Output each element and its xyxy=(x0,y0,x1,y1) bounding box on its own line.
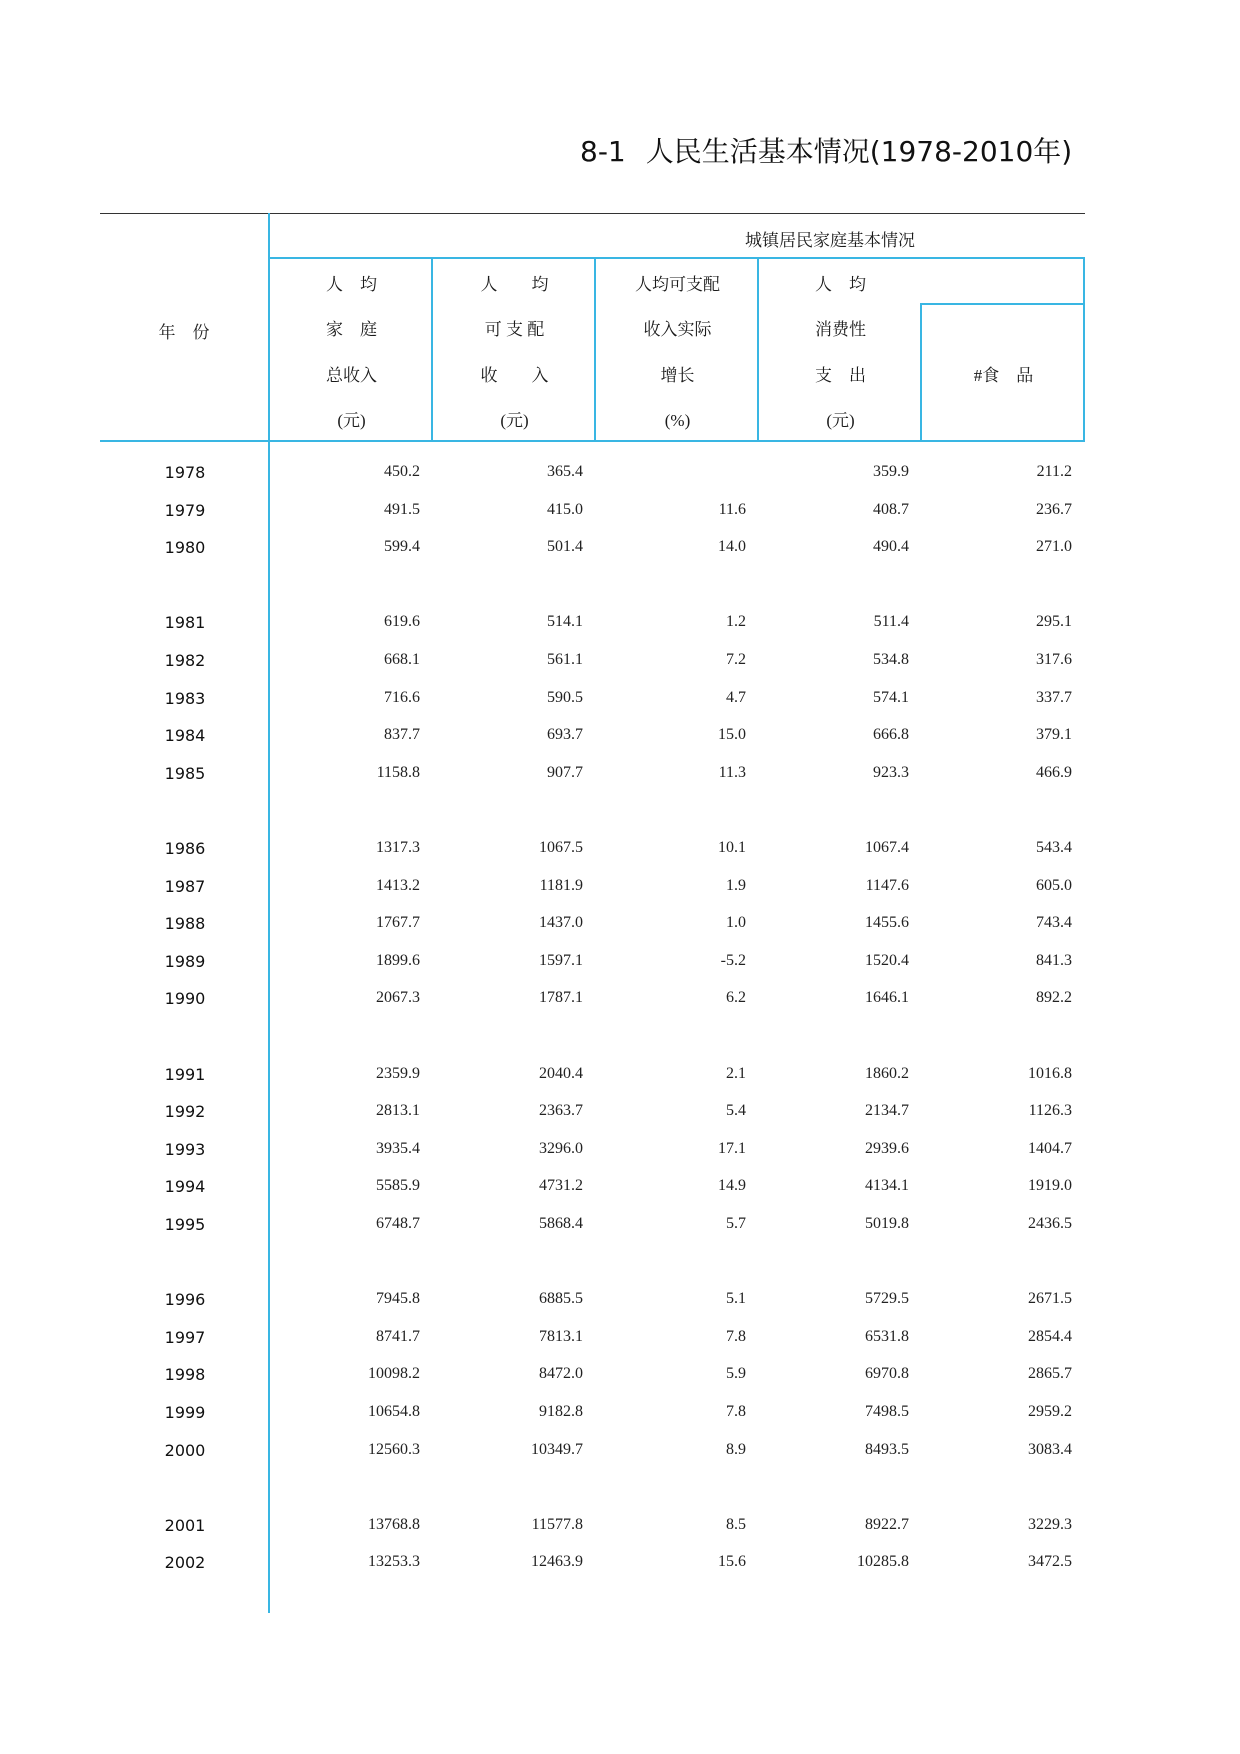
year-cell: 1986 xyxy=(164,839,206,858)
table-row xyxy=(100,1177,1085,1207)
year-cell: 1984 xyxy=(164,726,206,746)
value-cell: 4.7 xyxy=(726,688,746,706)
year-cell: 1992 xyxy=(164,1102,206,1122)
value-cell: -5.2 xyxy=(720,951,746,969)
year-cell: 1998 xyxy=(164,1365,206,1385)
table-row xyxy=(100,764,1085,794)
year-cell: 1980 xyxy=(164,538,206,558)
value-cell: 1404.7 xyxy=(1028,1139,1072,1157)
value-cell: 561.1 xyxy=(547,651,583,668)
value-cell: 590.5 xyxy=(547,688,583,706)
value-cell: 17.1 xyxy=(718,1139,746,1157)
value-cell: 1.2 xyxy=(726,613,746,631)
year-cell: 1996 xyxy=(164,1290,206,1310)
page-title xyxy=(580,130,1085,174)
value-cell: 5.1 xyxy=(726,1290,746,1308)
table-row xyxy=(100,952,1085,982)
table-row xyxy=(100,1290,1085,1320)
header-col-3-line-2: 收入实际 xyxy=(643,320,712,339)
value-cell: 8.5 xyxy=(726,1515,746,1533)
value-cell: 599.4 xyxy=(384,538,420,556)
value-cell: 7813.1 xyxy=(539,1327,583,1345)
year-cell: 1997 xyxy=(164,1327,206,1347)
value-cell: 379.1 xyxy=(1036,726,1072,744)
value-cell: 14.0 xyxy=(718,538,746,556)
value-cell: 1181.9 xyxy=(539,876,583,894)
value-cell: 2363.7 xyxy=(539,1102,583,1120)
year-cell: 1978 xyxy=(164,463,206,482)
table-row xyxy=(100,1215,1085,1245)
value-cell: 10098.2 xyxy=(368,1365,420,1383)
value-cell: 5.7 xyxy=(726,1215,746,1232)
year-cell: 1995 xyxy=(164,1215,206,1234)
value-cell: 491.5 xyxy=(384,500,420,518)
year-cell: 2000 xyxy=(164,1440,206,1460)
header-col-4-line-3: 支 出 xyxy=(815,366,866,385)
value-cell: 5729.5 xyxy=(865,1290,909,1308)
subgroup-header-rule xyxy=(920,303,1085,305)
value-cell: 3083.4 xyxy=(1028,1440,1072,1458)
header-col-3-unit: (%) xyxy=(664,411,691,430)
value-cell: 317.6 xyxy=(1036,651,1072,668)
year-cell: 1990 xyxy=(164,989,206,1009)
value-cell: 12560.3 xyxy=(368,1440,420,1458)
year-cell: 2001 xyxy=(164,1515,206,1535)
value-cell: 6.2 xyxy=(726,989,746,1007)
table-row xyxy=(100,1065,1085,1095)
value-cell: 1455.6 xyxy=(865,914,909,932)
table-row xyxy=(100,1102,1085,1132)
year-cell: 1985 xyxy=(164,763,206,783)
value-cell: 1646.1 xyxy=(865,989,909,1007)
value-cell: 5.4 xyxy=(726,1102,746,1120)
value-cell: 11.3 xyxy=(718,763,746,781)
value-cell: 8472.0 xyxy=(539,1365,583,1383)
header-col-4-line-1: 人 均 xyxy=(815,275,866,294)
year-cell: 1993 xyxy=(164,1139,206,1159)
value-cell: 15.0 xyxy=(718,726,746,744)
table-row xyxy=(100,689,1085,719)
value-cell: 1317.3 xyxy=(376,839,420,856)
value-cell: 7.8 xyxy=(726,1403,746,1420)
value-cell: 2436.5 xyxy=(1028,1215,1072,1232)
value-cell: 1919.0 xyxy=(1028,1177,1072,1195)
value-cell: 2359.9 xyxy=(376,1064,420,1082)
header-col-2-unit: (元) xyxy=(500,411,529,430)
table-row xyxy=(100,501,1085,531)
table-row xyxy=(100,538,1085,568)
statistics-table xyxy=(100,213,1085,1613)
table-row xyxy=(100,1365,1085,1395)
header-col-2-line-3: 收 入 xyxy=(480,366,549,385)
table-row xyxy=(100,1441,1085,1471)
header-col-1-line-2: 家 庭 xyxy=(326,320,377,339)
value-cell: 1520.4 xyxy=(865,951,909,969)
value-cell: 2865.7 xyxy=(1028,1365,1072,1383)
header-col-3-line-3: 增长 xyxy=(660,366,695,385)
value-cell: 574.1 xyxy=(873,688,909,706)
value-cell: 841.3 xyxy=(1036,951,1072,969)
value-cell: 923.3 xyxy=(873,763,909,781)
value-cell: 10285.8 xyxy=(857,1553,909,1571)
value-cell: 2.1 xyxy=(726,1064,746,1082)
value-cell: 10.1 xyxy=(718,839,746,856)
value-cell: 892.2 xyxy=(1036,989,1072,1007)
value-cell: 9182.8 xyxy=(539,1403,583,1420)
value-cell: 2040.4 xyxy=(539,1064,583,1082)
value-cell: 415.0 xyxy=(547,500,583,518)
table-row xyxy=(100,613,1085,643)
table-row xyxy=(100,1328,1085,1358)
value-cell: 4134.1 xyxy=(865,1177,909,1195)
header-col-food: #食 品 xyxy=(973,366,1034,385)
value-cell: 3296.0 xyxy=(539,1139,583,1157)
value-cell: 7.8 xyxy=(726,1327,746,1345)
value-cell: 2671.5 xyxy=(1028,1290,1072,1308)
table-row xyxy=(100,1403,1085,1433)
value-cell: 490.4 xyxy=(873,538,909,556)
value-cell: 1860.2 xyxy=(865,1064,909,1082)
value-cell: 6970.8 xyxy=(865,1365,909,1383)
value-cell: 3935.4 xyxy=(376,1139,420,1157)
value-cell: 2959.2 xyxy=(1028,1403,1072,1420)
value-cell: 5019.8 xyxy=(865,1215,909,1232)
value-cell: 543.4 xyxy=(1036,839,1072,856)
value-cell: 295.1 xyxy=(1036,613,1072,631)
value-cell: 5.9 xyxy=(726,1365,746,1383)
value-cell: 6748.7 xyxy=(376,1215,420,1232)
header-col-2-line-2: 可 支 配 xyxy=(484,320,545,339)
value-cell: 1067.4 xyxy=(865,839,909,856)
year-cell: 1981 xyxy=(164,613,206,633)
table-row xyxy=(100,463,1085,493)
header-col-2-line-1: 人 均 xyxy=(480,275,549,294)
value-cell: 3472.5 xyxy=(1028,1553,1072,1571)
value-cell: 13768.8 xyxy=(368,1515,420,1533)
value-cell: 6885.5 xyxy=(539,1290,583,1308)
top-rule xyxy=(100,213,1085,214)
year-cell: 1979 xyxy=(164,500,206,520)
value-cell: 605.0 xyxy=(1036,876,1072,894)
value-cell: 514.1 xyxy=(547,613,583,631)
value-cell: 2134.7 xyxy=(865,1102,909,1120)
value-cell: 271.0 xyxy=(1036,538,1072,556)
year-cell: 1994 xyxy=(164,1177,206,1197)
year-cell: 1999 xyxy=(164,1403,206,1422)
value-cell: 2854.4 xyxy=(1028,1327,1072,1345)
value-cell: 1126.3 xyxy=(1028,1102,1072,1120)
value-cell: 1.9 xyxy=(726,876,746,894)
value-cell: 10349.7 xyxy=(531,1440,583,1458)
value-cell: 10654.8 xyxy=(368,1403,420,1420)
header-col-1-line-1: 人 均 xyxy=(326,275,377,294)
value-cell: 1067.5 xyxy=(539,839,583,856)
value-cell: 8493.5 xyxy=(865,1440,909,1458)
value-cell: 1016.8 xyxy=(1028,1064,1072,1082)
value-cell: 11577.8 xyxy=(531,1515,583,1533)
value-cell: 236.7 xyxy=(1036,500,1072,518)
table-title: 人民生活基本情况(1978-2010年) xyxy=(645,135,1073,168)
value-cell: 1147.6 xyxy=(865,876,909,894)
value-cell: 666.8 xyxy=(873,726,909,744)
value-cell: 2813.1 xyxy=(376,1102,420,1120)
value-cell: 1158.8 xyxy=(376,763,420,781)
year-cell: 2002 xyxy=(164,1553,206,1573)
value-cell: 1899.6 xyxy=(376,951,420,969)
value-cell: 2067.3 xyxy=(376,989,420,1007)
value-cell: 837.7 xyxy=(384,726,420,744)
header-col-3-line-1: 人均可支配 xyxy=(635,275,720,294)
header-bottom-rule xyxy=(100,440,1085,442)
year-cell: 1989 xyxy=(164,951,206,971)
table-row xyxy=(100,914,1085,944)
value-cell: 359.9 xyxy=(873,463,909,480)
value-cell: 1437.0 xyxy=(539,914,583,932)
table-number: 8-1 xyxy=(580,135,626,168)
value-cell: 716.6 xyxy=(384,688,420,706)
table-row xyxy=(100,726,1085,756)
value-cell: 13253.3 xyxy=(368,1553,420,1571)
value-cell: 8.9 xyxy=(726,1440,746,1458)
value-cell: 11.6 xyxy=(718,500,746,518)
value-cell: 1767.7 xyxy=(376,914,420,932)
value-cell: 1597.1 xyxy=(539,951,583,969)
table-row xyxy=(100,1140,1085,1170)
value-cell: 501.4 xyxy=(547,538,583,556)
header-col-1-unit: (元) xyxy=(337,411,366,430)
table-row xyxy=(100,989,1085,1019)
value-cell: 450.2 xyxy=(384,463,420,480)
value-cell: 12463.9 xyxy=(531,1553,583,1571)
year-cell: 1987 xyxy=(164,876,206,896)
year-cell: 1983 xyxy=(164,688,206,708)
value-cell: 1.0 xyxy=(726,914,746,932)
header-col-4-line-2: 消费性 xyxy=(815,320,866,339)
table-row xyxy=(100,877,1085,907)
group-header-rule xyxy=(268,257,1085,259)
year-header: 年 份 xyxy=(158,323,210,342)
value-cell: 8741.7 xyxy=(376,1327,420,1345)
value-cell: 4731.2 xyxy=(539,1177,583,1195)
value-cell: 511.4 xyxy=(873,613,909,631)
table-row xyxy=(100,651,1085,681)
value-cell: 619.6 xyxy=(384,613,420,631)
year-cell: 1982 xyxy=(164,651,206,670)
group-header-label: 城镇居民家庭基本情况 xyxy=(745,231,915,250)
value-cell: 5868.4 xyxy=(539,1215,583,1232)
value-cell: 693.7 xyxy=(547,726,583,744)
value-cell: 8922.7 xyxy=(865,1515,909,1533)
header-col-1-line-3: 总收入 xyxy=(326,366,377,385)
value-cell: 7498.5 xyxy=(865,1403,909,1420)
value-cell: 534.8 xyxy=(873,651,909,668)
value-cell: 337.7 xyxy=(1036,688,1072,706)
value-cell: 365.4 xyxy=(547,463,583,480)
value-cell: 743.4 xyxy=(1036,914,1072,932)
value-cell: 668.1 xyxy=(384,651,420,668)
value-cell: 7.2 xyxy=(726,651,746,668)
table-row xyxy=(100,1516,1085,1546)
value-cell: 2939.6 xyxy=(865,1139,909,1157)
value-cell: 14.9 xyxy=(718,1177,746,1195)
value-cell: 3229.3 xyxy=(1028,1515,1072,1533)
header-right-edge xyxy=(1083,258,1085,441)
value-cell: 1787.1 xyxy=(539,989,583,1007)
value-cell: 1413.2 xyxy=(376,876,420,894)
value-cell: 15.6 xyxy=(718,1553,746,1571)
year-cell: 1991 xyxy=(164,1064,206,1084)
header-col-4-unit: (元) xyxy=(826,411,855,430)
value-cell: 466.9 xyxy=(1036,763,1072,781)
value-cell: 7945.8 xyxy=(376,1290,420,1308)
value-cell: 211.2 xyxy=(1036,463,1072,480)
year-cell: 1988 xyxy=(164,914,206,934)
value-cell: 5585.9 xyxy=(376,1177,420,1195)
value-cell: 6531.8 xyxy=(865,1327,909,1345)
value-cell: 907.7 xyxy=(547,763,583,781)
table-row xyxy=(100,1553,1085,1583)
value-cell: 408.7 xyxy=(873,500,909,518)
table-row xyxy=(100,839,1085,869)
